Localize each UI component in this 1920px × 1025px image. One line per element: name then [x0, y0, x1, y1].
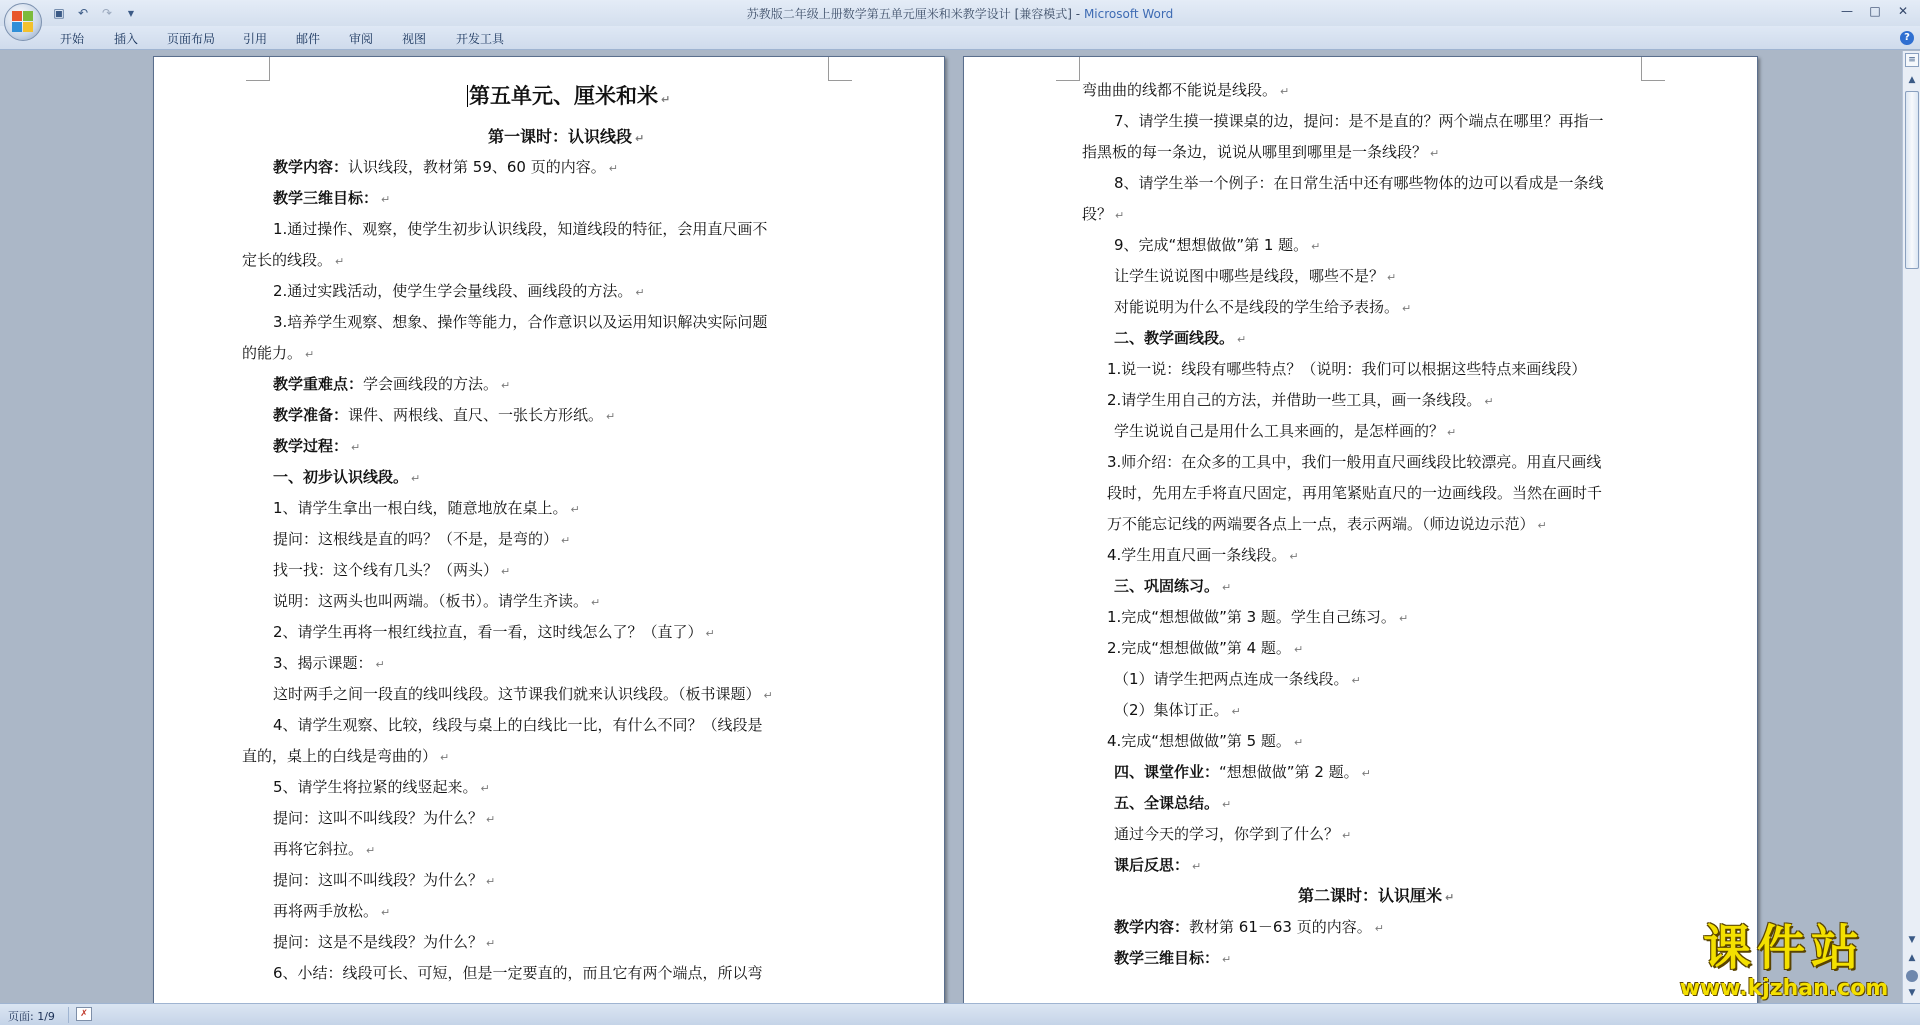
- customize-icon[interactable]: ▼: [127, 8, 135, 18]
- ribbon-tabs: [0, 26, 1920, 50]
- tab-mailings[interactable]: 邮件: [296, 32, 321, 46]
- paragraph: 教学过程： ↵: [273, 437, 361, 455]
- app-name: Microsoft Word: [1083, 7, 1174, 21]
- paragraph: 4.学生用直尺画一条线段。 ↵: [1107, 546, 1299, 564]
- paragraph: 找一找：这个线有几头？（两头） ↵: [273, 561, 511, 579]
- paragraph: 教学准备：课件、两根线、直尺、一张长方形纸。 ↵: [273, 406, 616, 424]
- proofing-icon[interactable]: ✗: [76, 1007, 92, 1021]
- paragraph: 通过今天的学习，你学到了什么？ ↵: [1114, 825, 1352, 843]
- title-bar: [0, 0, 1920, 26]
- paragraph: 3、揭示课题： ↵: [273, 654, 385, 672]
- close-button[interactable]: ✕: [1897, 4, 1909, 18]
- margin-corner-mark: [1641, 57, 1665, 81]
- save-icon[interactable]: ▣: [53, 6, 65, 20]
- paragraph: 万不能忘记线的两端要各点上一点，表示两端。（师边说边示范） ↵: [1107, 515, 1547, 533]
- scroll-up-icon[interactable]: ▲: [1908, 75, 1916, 85]
- help-icon[interactable]: ?: [1900, 31, 1914, 45]
- tab-references[interactable]: 引用: [243, 32, 268, 46]
- window-controls: [1834, 2, 1916, 20]
- maximize-button[interactable]: □: [1869, 4, 1881, 18]
- section-heading: 三、巩固练习。 ↵: [1114, 577, 1232, 595]
- paragraph: 2、请学生再将一根红线拉直，看一看，这时线怎么了？（直了） ↵: [273, 623, 715, 641]
- paragraph: 7、请学生摸一摸课桌的边，提问：是不是直的？两个端点在哪里？再指一: [1114, 112, 1604, 130]
- paragraph: 再将它斜拉。 ↵: [273, 840, 376, 858]
- paragraph: 让学生说说图中哪些是线段，哪些不是？ ↵: [1114, 267, 1397, 285]
- minimize-button[interactable]: —: [1841, 4, 1853, 18]
- paragraph: 1.通过操作、观察，使学生初步认识线段，知道线段的特征，会用直尺画不: [273, 220, 768, 238]
- paragraph: 4、请学生观察、比较，线段与桌上的白线比一比，有什么不同？（线段是: [273, 716, 763, 734]
- status-bar: [0, 1003, 1920, 1025]
- next-page-icon[interactable]: ▼: [1908, 988, 1916, 998]
- paragraph: 说明：这两头也叫两端。（板书）。请学生齐读。 ↵: [273, 592, 601, 610]
- margin-corner-mark: [828, 57, 852, 81]
- paragraph: 4.完成“想想做做”第 5 题。 ↵: [1107, 732, 1304, 750]
- paragraph: （1）请学生把两点连成一条线段。 ↵: [1114, 670, 1361, 688]
- section-heading: 一、初步认识线段。 ↵: [273, 468, 421, 486]
- tab-page-layout[interactable]: 页面布局: [167, 32, 216, 46]
- paragraph: 3.培养学生观察、想象、操作等能力，合作意识以及运用知识解决实际问题: [273, 313, 768, 331]
- page-indicator[interactable]: 页面: 1/9: [8, 1010, 55, 1023]
- paragraph: 2.请学生用自己的方法，并借助一些工具，画一条线段。 ↵: [1107, 391, 1494, 409]
- paragraph: 1.说一说：线段有哪些特点？（说明：我们可以根据这些特点来画线段）: [1107, 360, 1587, 378]
- section-heading: 二、教学画线段。 ↵: [1114, 329, 1247, 347]
- view-ruler-icon[interactable]: ≡: [1905, 53, 1919, 67]
- paragraph: 1.完成“想想做做”第 3 题。学生自己练习。 ↵: [1107, 608, 1409, 626]
- tab-insert[interactable]: 插入: [114, 32, 139, 46]
- paragraph: 指黑板的每一条边，说说从哪里到哪里是一条线段？ ↵: [1082, 143, 1440, 161]
- text-cursor: [467, 85, 468, 107]
- paragraph: 教学内容：认识线段，教材第 59、60 页的内容。 ↵: [273, 158, 618, 176]
- scroll-down-icon[interactable]: ▼: [1908, 935, 1916, 945]
- paragraph: 教学三维目标： ↵: [1114, 949, 1232, 967]
- margin-corner-mark: [246, 57, 270, 81]
- vertical-scrollbar[interactable]: [1902, 51, 1920, 1003]
- document-name: 苏教版二年级上册数学第五单元厘米和米教学设计 [兼容模式]: [746, 7, 1072, 21]
- lesson-title: 第一课时：认识线段 ↵: [488, 127, 645, 146]
- page-2[interactable]: [963, 56, 1758, 1003]
- paragraph: 教学内容：教材第 61－63 页的内容。 ↵: [1114, 918, 1384, 936]
- paragraph: 教学三维目标： ↵: [273, 189, 391, 207]
- paragraph: 5、请学生将拉紧的线竖起来。 ↵: [273, 778, 490, 796]
- paragraph: 2.完成“想想做做”第 4 题。 ↵: [1107, 639, 1304, 657]
- watermark-url: www.kjzhan.com: [1679, 976, 1889, 1001]
- watermark-name: 课件站: [1702, 920, 1865, 976]
- paragraph: 6、小结：线段可长、可短，但是一定要直的，而且它有两个端点，所以弯: [273, 964, 763, 982]
- section-heading: 五、全课总结。 ↵: [1114, 794, 1232, 812]
- window-title: [0, 5, 1920, 22]
- redo-icon[interactable]: ↷: [101, 6, 113, 20]
- paragraph: 对能说明为什么不是线段的学生给予表扬。 ↵: [1114, 298, 1412, 316]
- paragraph: 提问：这根线是直的吗？（不是，是弯的） ↵: [273, 530, 571, 548]
- scroll-thumb[interactable]: [1905, 91, 1919, 269]
- previous-page-icon[interactable]: ▲: [1908, 953, 1916, 963]
- office-button[interactable]: [4, 3, 42, 41]
- select-browse-object-icon[interactable]: [1906, 970, 1918, 982]
- lesson-title: 第二课时：认识厘米 ↵: [1298, 886, 1455, 905]
- paragraph: 段？ ↵: [1082, 205, 1125, 223]
- paragraph: 这时两手之间一段直的线叫线段。这节课我们就来认识线段。（板书课题） ↵: [273, 685, 773, 703]
- paragraph: 2.通过实践活动，使学生学会量线段、画线段的方法。 ↵: [273, 282, 645, 300]
- document-area[interactable]: [0, 51, 1902, 1003]
- tab-developer[interactable]: 开发工具: [456, 32, 505, 46]
- paragraph: 提问：这叫不叫线段？为什么？ ↵: [273, 809, 496, 827]
- paragraph: 教学重难点：学会画线段的方法。 ↵: [273, 375, 511, 393]
- site-watermark: [1668, 922, 1900, 1002]
- paragraph: 再将两手放松。 ↵: [273, 902, 391, 920]
- page-1[interactable]: [153, 56, 945, 1003]
- paragraph: 弯曲曲的线都不能说是线段。 ↵: [1082, 81, 1290, 99]
- paragraph: 9、完成“想想做做”第 1 题。 ↵: [1114, 236, 1321, 254]
- margin-corner-mark: [1056, 57, 1080, 81]
- office-logo-icon: [12, 11, 34, 33]
- paragraph: 学生说说自己是用什么工具来画的，是怎样画的？ ↵: [1114, 422, 1457, 440]
- undo-icon[interactable]: ↶: [77, 6, 89, 20]
- paragraph: 8、请学生举一个例子：在日常生活中还有哪些物体的边可以看成是一条线: [1114, 174, 1604, 192]
- paragraph: 提问：这是不是线段？为什么？ ↵: [273, 933, 496, 951]
- paragraph: 提问：这叫不叫线段？为什么？ ↵: [273, 871, 496, 889]
- paragraph: （2）集体订正。 ↵: [1114, 701, 1241, 719]
- tab-review[interactable]: 审阅: [349, 32, 374, 46]
- document-title: 第五单元、厘米和米 ↵: [469, 84, 671, 108]
- paragraph: 直的，桌上的白线是弯曲的） ↵: [242, 747, 450, 765]
- tab-view[interactable]: 视图: [402, 32, 427, 46]
- tab-home[interactable]: 开始: [60, 32, 85, 46]
- paragraph: 段时，先用左手将直尺固定，再用笔紧贴直尺的一边画线段。当然在画时千: [1107, 484, 1603, 502]
- status-divider: [68, 1007, 69, 1023]
- section-heading: 四、课堂作业：“想想做做”第 2 题。 ↵: [1114, 763, 1371, 781]
- paragraph: 课后反思： ↵: [1114, 856, 1202, 874]
- paragraph: 3.师介绍：在众多的工具中，我们一般用直尺画线段比较漂亮。用直尺画线: [1107, 453, 1602, 471]
- paragraph: 定长的线段。 ↵: [242, 251, 345, 269]
- paragraph: 的能力。 ↵: [242, 344, 315, 362]
- title-separator: -: [1071, 7, 1084, 21]
- paragraph: 1、请学生拿出一根白线，随意地放在桌上。 ↵: [273, 499, 580, 517]
